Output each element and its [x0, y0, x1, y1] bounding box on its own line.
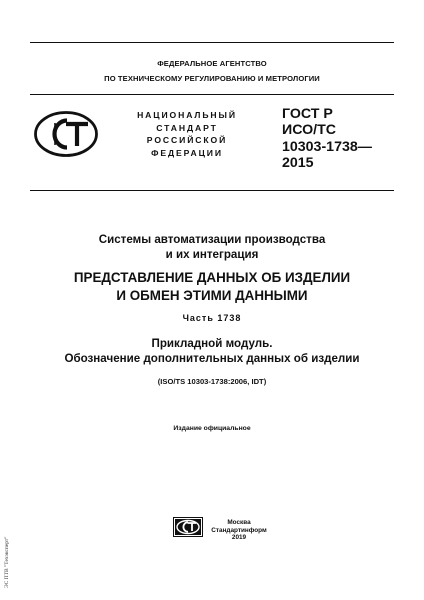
- gost-line: 10303-1738—: [282, 138, 372, 155]
- header-bottom-rule: [30, 94, 394, 95]
- part-label: Часть 1738: [182, 313, 242, 323]
- national-standard-line: СТАНДАРТ: [156, 122, 218, 133]
- module-title-line-1: Прикладной модуль.: [151, 337, 273, 350]
- iso-reference: (ISO/TS 10303-1738:2006, IDT): [157, 377, 267, 386]
- series-title-line-2: и их интеграция: [165, 248, 259, 261]
- gost-r-emblem-icon: [33, 110, 99, 158]
- module-title-line-2: Обозначение дополнительных данных об изделии: [64, 352, 360, 365]
- gost-line: ГОСТ Р: [282, 106, 333, 122]
- publisher-city: Москва: [227, 519, 251, 526]
- edition-label: Издание официальное: [173, 425, 251, 432]
- national-standard-label: [128, 109, 246, 159]
- gost-line: ИСО/ТС: [282, 122, 336, 139]
- top-rule: [30, 42, 394, 43]
- national-standard-line: ФЕДЕРАЦИИ: [151, 147, 223, 158]
- national-standard-line: РОССИЙСКОЙ: [146, 135, 228, 145]
- series-title-line-1: Системы автоматизации производства: [98, 233, 326, 246]
- gost-designation: [282, 106, 372, 172]
- title-top-rule: [30, 190, 394, 191]
- side-note: ЭС ПТВ "Техэксперт": [4, 536, 10, 588]
- publisher-block: [204, 519, 274, 542]
- main-title-line-1: ПРЕДСТАВЛЕНИЕ ДАННЫХ ОБ ИЗДЕЛИИ: [73, 270, 351, 285]
- national-standard-line: НАЦИОНАЛЬНЫЙ: [137, 110, 237, 120]
- publisher-year: 2019: [231, 534, 247, 542]
- gost-line: 2015: [282, 155, 314, 172]
- main-title-line-2: И ОБМЕН ЭТИМИ ДАННЫМИ: [116, 288, 308, 303]
- standartinform-logo-icon: [173, 517, 203, 537]
- publisher-name: Стандартинформ: [211, 526, 267, 534]
- agency-line-2: ПО ТЕХНИЧЕСКОМУ РЕГУЛИРОВАНИЮ И МЕТРОЛОГИИ: [104, 74, 320, 83]
- agency-line-1: ФЕДЕРАЛЬНОЕ АГЕНТСТВО: [157, 59, 267, 68]
